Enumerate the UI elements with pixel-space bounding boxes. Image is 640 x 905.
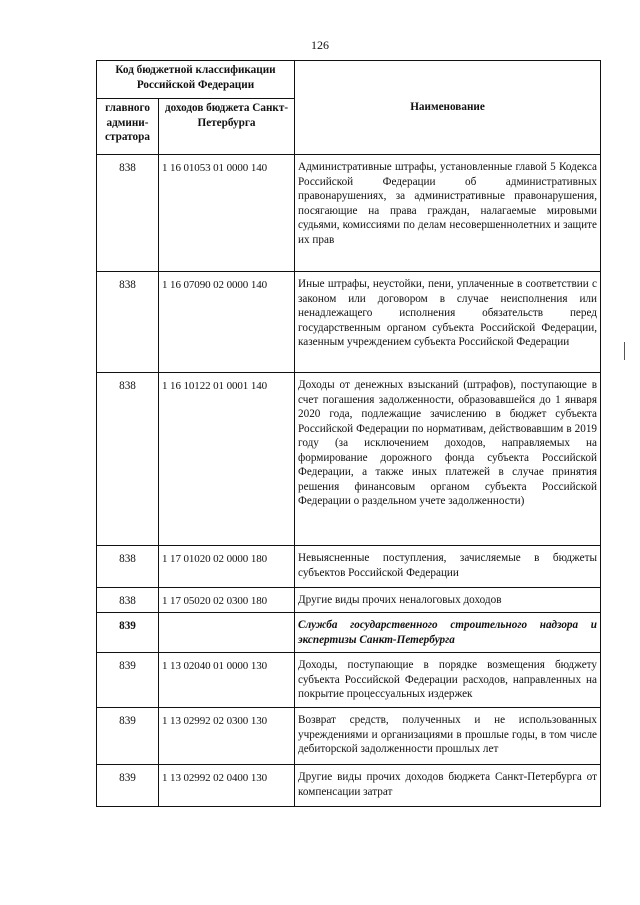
header-revenue: доходов бюджета Санкт-Петербурга: [159, 99, 295, 155]
revenue-name: Возврат средств, полученных и не использованных учреждениями и организациями в прошлые годы, в том числе дебиторской задолженности прошлых лет: [295, 708, 601, 765]
admin-code: 838: [97, 155, 159, 272]
section-title: Служба государственного строительного надзора и экспертизы Санкт-Петербурга: [295, 613, 601, 653]
revenue-code: 1 13 02992 02 0400 130: [159, 765, 295, 807]
revenue-name: Другие виды прочих неналоговых доходов: [295, 588, 601, 613]
table-row: [97, 546, 601, 588]
header-classification: Код бюджетной классификации Российской Федерации: [97, 61, 295, 99]
table-row: [97, 373, 601, 546]
revenue-name: Другие виды прочих доходов бюджета Санкт-Петербурга от компенсации затрат: [295, 765, 601, 807]
revenue-name: Доходы, поступающие в порядке возмещения бюджету субъекта Российской Федерации расходов, направленных на покрытие процессуальных издержек: [295, 653, 601, 708]
table-row: [97, 272, 601, 373]
admin-code: 838: [97, 588, 159, 613]
section-header-row: [97, 613, 601, 653]
budget-classification-table: [96, 60, 601, 807]
revenue-code: 1 13 02992 02 0300 130: [159, 708, 295, 765]
admin-code: 838: [97, 546, 159, 588]
table-row: [97, 155, 601, 272]
table-row: [97, 765, 601, 807]
table-row: [97, 708, 601, 765]
table-row: [97, 653, 601, 708]
admin-code: 839: [97, 708, 159, 765]
revenue-code: 1 17 05020 02 0300 180: [159, 588, 295, 613]
revenue-code: 1 17 01020 02 0000 180: [159, 546, 295, 588]
admin-code: 839: [97, 653, 159, 708]
revenue-code: [159, 613, 295, 653]
admin-code: 838: [97, 272, 159, 373]
revenue-code: 1 13 02040 01 0000 130: [159, 653, 295, 708]
revenue-code: 1 16 07090 02 0000 140: [159, 272, 295, 373]
revenue-name: Доходы от денежных взысканий (штрафов), поступающие в счет погашения задолженности, образовавшейся до 1 января 2020 года, подлежащие зачислению в бюджет субъекта Российской Федерации по нормативам, действовавшим в 2019 году (за исключением доходов, направляемых на формирование дорожного фонда субъекта Российской Федерации, а также иных платежей в случае принятия решения финансовым органом субъекта Российской Федерации о раздельном учете задолженности): [295, 373, 601, 546]
header-admin: главного админи-стратора: [97, 99, 159, 155]
revenue-code: 1 16 01053 01 0000 140: [159, 155, 295, 272]
admin-code: 838: [97, 373, 159, 546]
admin-code: 839: [97, 613, 159, 653]
header-name: Наименование: [295, 61, 601, 155]
scan-edge-mark: [624, 342, 625, 360]
admin-code: 839: [97, 765, 159, 807]
table-row: [97, 588, 601, 613]
page-number: 126: [311, 38, 329, 52]
revenue-name: Невыясненные поступления, зачисляемые в бюджеты субъектов Российской Федерации: [295, 546, 601, 588]
revenue-code: 1 16 10122 01 0001 140: [159, 373, 295, 546]
revenue-name: Иные штрафы, неустойки, пени, уплаченные в соответствии с законом или договором в случае неисполнения или ненадлежащего исполнения обязательств перед государственным органом субъекта Российской Федерации, казенным учреждением субъекта Российской Федерации: [295, 272, 601, 373]
revenue-name: Административные штрафы, установленные главой 5 Кодекса Российской Федерации об административных правонарушениях, за административные правонарушения, посягающие на права граждан, налагаемые мировыми судьями, комиссиями по делам несовершеннолетних и защите их прав: [295, 155, 601, 272]
